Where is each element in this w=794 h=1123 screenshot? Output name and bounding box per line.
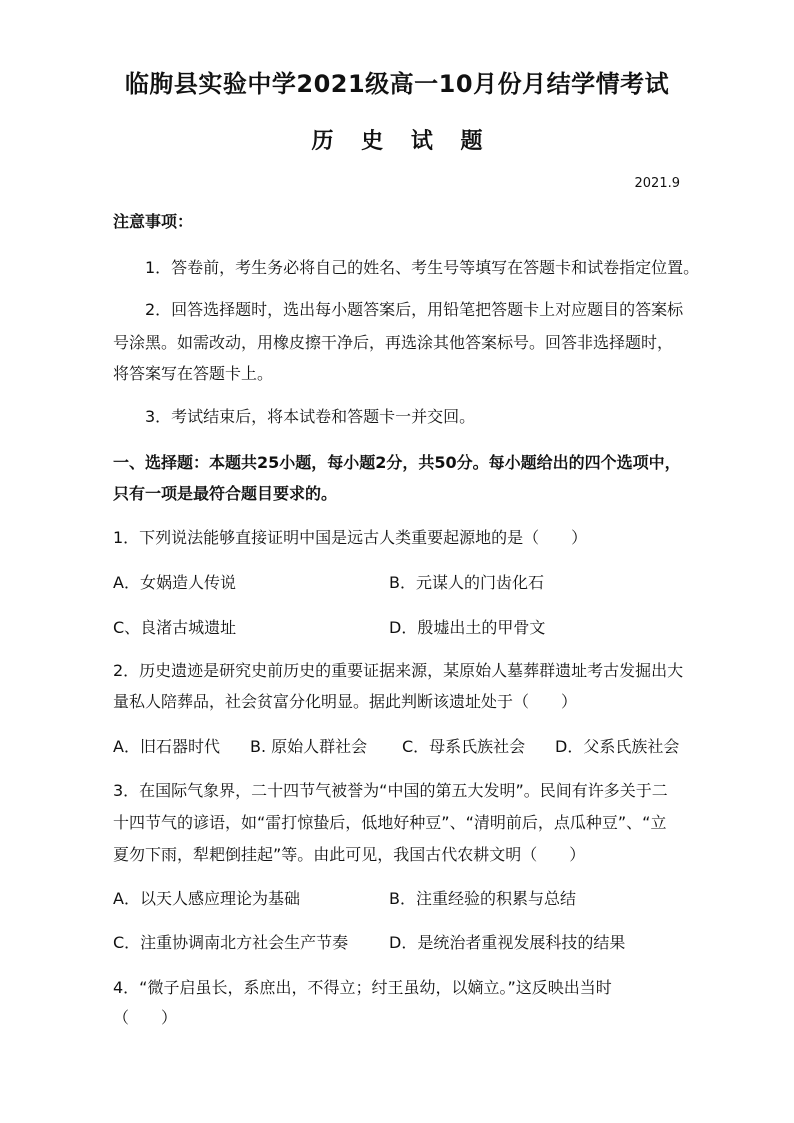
question-4-stem-line-1: 4．“微子启虽长，系庶出，不得立；纣王虽幼，以嫡立。”这反映出当时 (113, 978, 612, 997)
question-2-stem-line-1: 2．历史遗迹是研究史前历史的重要证据来源，某原始人墓葬群遗址考古发掘出大 (113, 661, 684, 680)
notice-item-2-line-1: 2．回答选择题时，选出每小题答案后，用铅笔把答题卡上对应题目的答案标 (145, 300, 684, 319)
question-2-option-d: D．父系氏族社会 (555, 737, 680, 756)
question-2-option-c: C．母系氏族社会 (402, 737, 526, 756)
question-3-stem-line-1: 3．在国际气象界，二十四节气被誉为“中国的第五大发明”。民间有许多关于二 (113, 781, 668, 800)
notice-item-3: 3．考试结束后，将本试卷和答题卡一并交回。 (145, 407, 476, 426)
question-1-stem: 1．下列说法能够直接证明中国是远古人类重要起源地的是（ ） (113, 528, 588, 547)
question-1-option-a: A．女娲造人传说 (113, 573, 236, 592)
subject-title: 历 史 试 题 (311, 129, 493, 154)
question-3-option-d: D．是统治者重视发展科技的结果 (389, 933, 626, 952)
question-3-stem-line-2: 十四节气的谚语，如“雷打惊蛰后，低地好种豆”、“清明前后，点瓜种豆”、“立 (113, 813, 667, 832)
question-3-stem-line-3: 夏勿下雨，犁耙倒挂起”等。由此可见，我国古代农耕文明（ ） (113, 845, 586, 864)
question-1-option-b: B．元谋人的门齿化石 (389, 573, 544, 592)
section-heading-line-2: 只有一项是最符合题目要求的。 (113, 484, 338, 503)
question-3-option-b: B．注重经验的积累与总结 (389, 889, 576, 908)
question-1-option-d: D．殷墟出土的甲骨文 (389, 618, 546, 637)
question-3-option-a: A．以天人感应理论为基础 (113, 889, 300, 908)
question-2-option-b: B. 原始人群社会 (250, 737, 368, 756)
question-1-option-c: C、良渚古城遗址 (113, 618, 237, 637)
notice-item-1: 1．答卷前，考生务必将自己的姓名、考生号等填写在答题卡和试卷指定位置。 (145, 258, 700, 277)
question-3-option-c: C．注重协调南北方社会生产节奏 (113, 933, 349, 952)
notice-item-2-line-2: 号涂黑。如需改动，用橡皮擦干净后，再选涂其他答案标号。回答非选择题时， (113, 333, 674, 352)
question-2-option-a: A．旧石器时代 (113, 737, 220, 756)
question-2-stem-line-2: 量私人陪葬品，社会贫富分化明显。据此判断该遗址处于（ ） (113, 692, 578, 711)
notice-heading: 注意事项： (113, 212, 194, 231)
notice-item-2-line-3: 将答案写在答题卡上。 (113, 364, 274, 383)
section-heading-line-1: 一、选择题：本题共25小题，每小题2分，共50分。每小题给出的四个选项中， (113, 453, 681, 472)
exam-date: 2021.9 (634, 176, 680, 191)
exam-title: 临朐县实验中学2021级高一10月份月结学情考试 (124, 70, 670, 98)
question-4-stem-line-2: （ ） (113, 1008, 178, 1027)
